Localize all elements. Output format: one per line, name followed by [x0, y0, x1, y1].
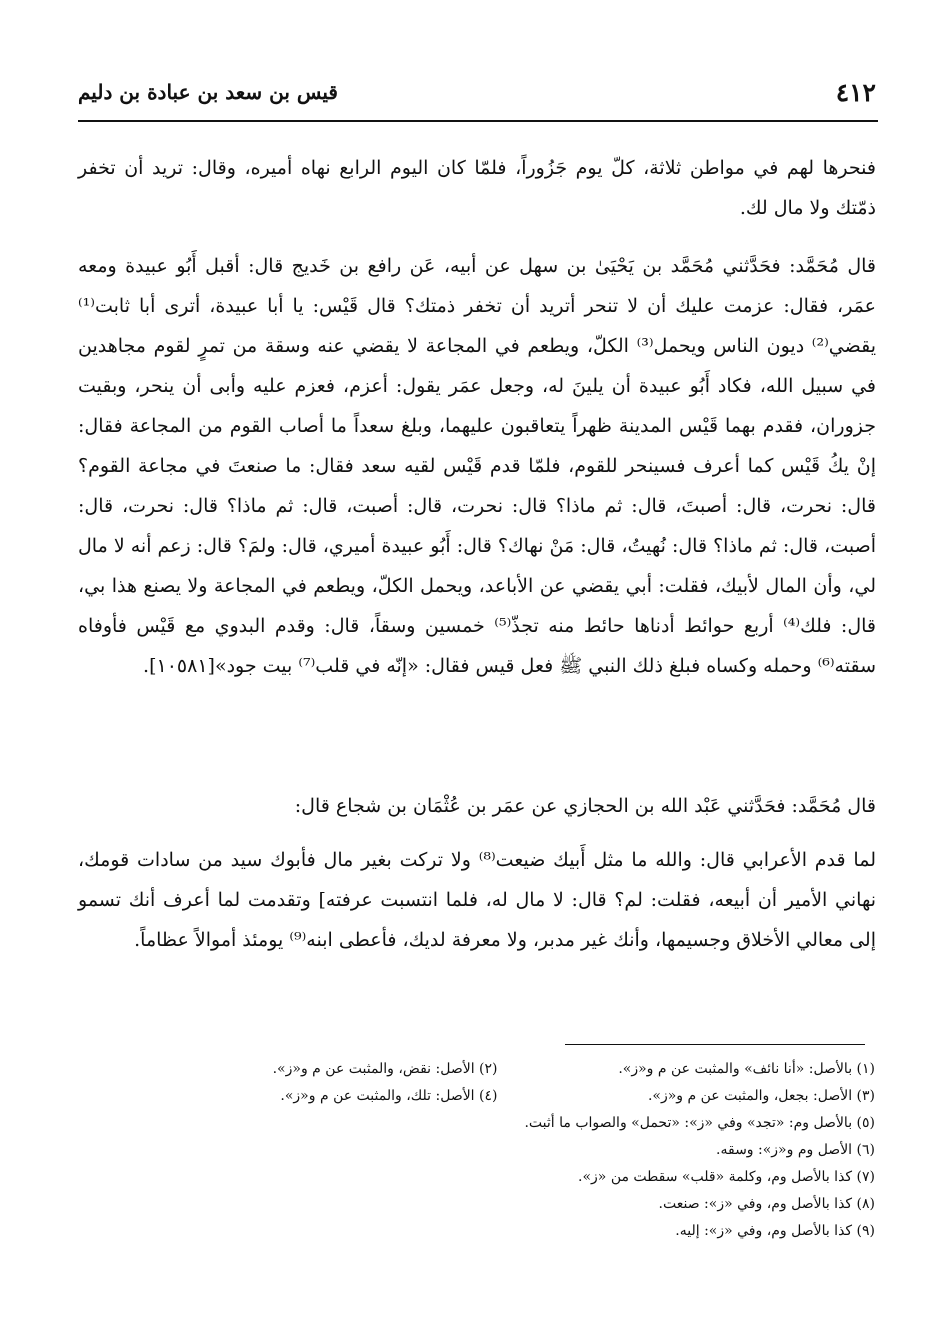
footnote: (٩) كذا بالأصل وم، وفي «ز»: إليه. — [675, 1223, 875, 1239]
footnote: (٣) الأصل: بجعل، والمثبت عن م و«ز». — [647, 1088, 875, 1104]
footnote-row — [120, 1056, 875, 1083]
footnote: (٢) الأصل: نقض، والمثبت عن م و«ز». — [272, 1061, 498, 1077]
main-text — [78, 148, 876, 960]
paragraph: لما قدم الأعرابي قال: والله ما مثل أَبيك ضيعت⁽⁸⁾ ولا تركت بغير مال فأبوك سيد من سادات قومك، نهاني الأمير أن أبيعه، فقلت: لم؟ قال: لا مال له، فلما انتسبت عرفته] وتقدمت لما أعرف أنك تسمو إلى معالي الأخلاق وجسيمها، وأنك غير مدبر، ولا معرفة لديك، فأعطى ابنه⁽⁹⁾ يومئذ أموالاً عظاماً. — [78, 849, 876, 951]
footnote: (٨) كذا بالأصل وم، وفي «ز»: صنعت. — [658, 1196, 875, 1212]
running-title: قيس بن سعد بن عبادة بن دليم — [78, 80, 338, 104]
page-number: ٤١٢ — [835, 78, 876, 107]
footnote: (٧) كذا بالأصل وم، وكلمة «قلب» سقطت من «ز». — [578, 1169, 875, 1185]
footnote: (٤) الأصل: تلك، والمثبت عن م و«ز». — [280, 1088, 498, 1104]
paragraph: فنحرها لهم في مواطن ثلاثة، كلّ يوم جَزُوراً، فلمّا كان اليوم الرابع نهاه أميره، وقال: تريد أن تخفر ذمّتك ولا مال لك. — [78, 157, 876, 219]
footnotes — [120, 1056, 875, 1245]
paragraph: قال مُحَمَّد: فحَدَّثني مُحَمَّد بن يَحْيَىٰ بن سهل عن أبيه، عَن رافع بن خَديج قال: أقبل أَبُو عبيدة ومعه عمَر، فقال: عزمت عليك أن لا تنحر أتريد أن تخفر ذمتك؟ قال قَيْس: يا أبا عبيدة، أترى أبا ثابت⁽¹⁾ يقضي⁽²⁾ ديون الناس ويحمل⁽³⁾ الكلّ، ويطعم في المجاعة لا يقضي عنه وسقة من تمرٍ لقوم مجاهدين في سبيل الله، فكاد أَبُو عبيدة أن يلينَ له، وجعل عمَر يقول: أعزم، فعزم عليه وأبى أن ينحر، وبقيت جزوران، فقدم بهما قَيْس المدينة ظهراً يتعاقبون عليهما، وبلغ سعداً ما أصاب القوم من المجاعة فقال: إنْ يكُ قَيْس كما أعرف فسينحر للقوم، فلمّا قدم قَيْس لقيه سعد فقال: ما صنعتَ في مجاعة القوم؟ قال: نحرت، قال: أصبتَ، قال: ثم ماذا؟ قال: نحرت، قال: أصبت، قال: ثم ماذا؟ قال: نحرت، قال: أصبت، قال: ثم ماذا؟ قال: نُهيتُ، قال: مَنْ نهاك؟ قال: أَبُو عبيدة أميري، قال: ولمَ؟ قال: زعم أنه لا مال لي، وأن المال لأبيك، فقلت: أبي يقضي عن الأباعد، ويحمل الكلّ، ويطعم في المجاعة ولا يصنع هذا بي، قال: فلك⁽⁴⁾ أربع حوائط أدناها حائط منه تجذّ⁽⁵⁾ خمسين وسقاً، قال: وقدم البدوي مع قَيْس فأوفاه سقته⁽⁶⁾ وحمله وكساه فبلغ ذلك النبي ﷺ فعل قيس فقال: «إنّه في قلب⁽⁷⁾ بيت جود»[١٠٥٨١]. — [78, 255, 876, 677]
footnote: (١) بالأصل: «أنا نائف» والمثبت عن م و«ز». — [618, 1061, 875, 1077]
paragraph: قال مُحَمَّد: فحَدَّثني عَبْد الله بن الحجازي عن عمَر بن عُثْمَان بن شجاع قال: — [294, 795, 876, 817]
footnote-row — [120, 1083, 875, 1110]
header-rule — [78, 120, 878, 122]
footnote: (٦) الأصل وم و«ز»: وسقه. — [716, 1142, 875, 1158]
page-header — [78, 78, 876, 108]
footnote-separator — [565, 1044, 865, 1045]
footnote: (٥) بالأصل وم: «تجد» وفي «ز»: «تحمل» والصواب ما أثبت. — [524, 1115, 875, 1131]
